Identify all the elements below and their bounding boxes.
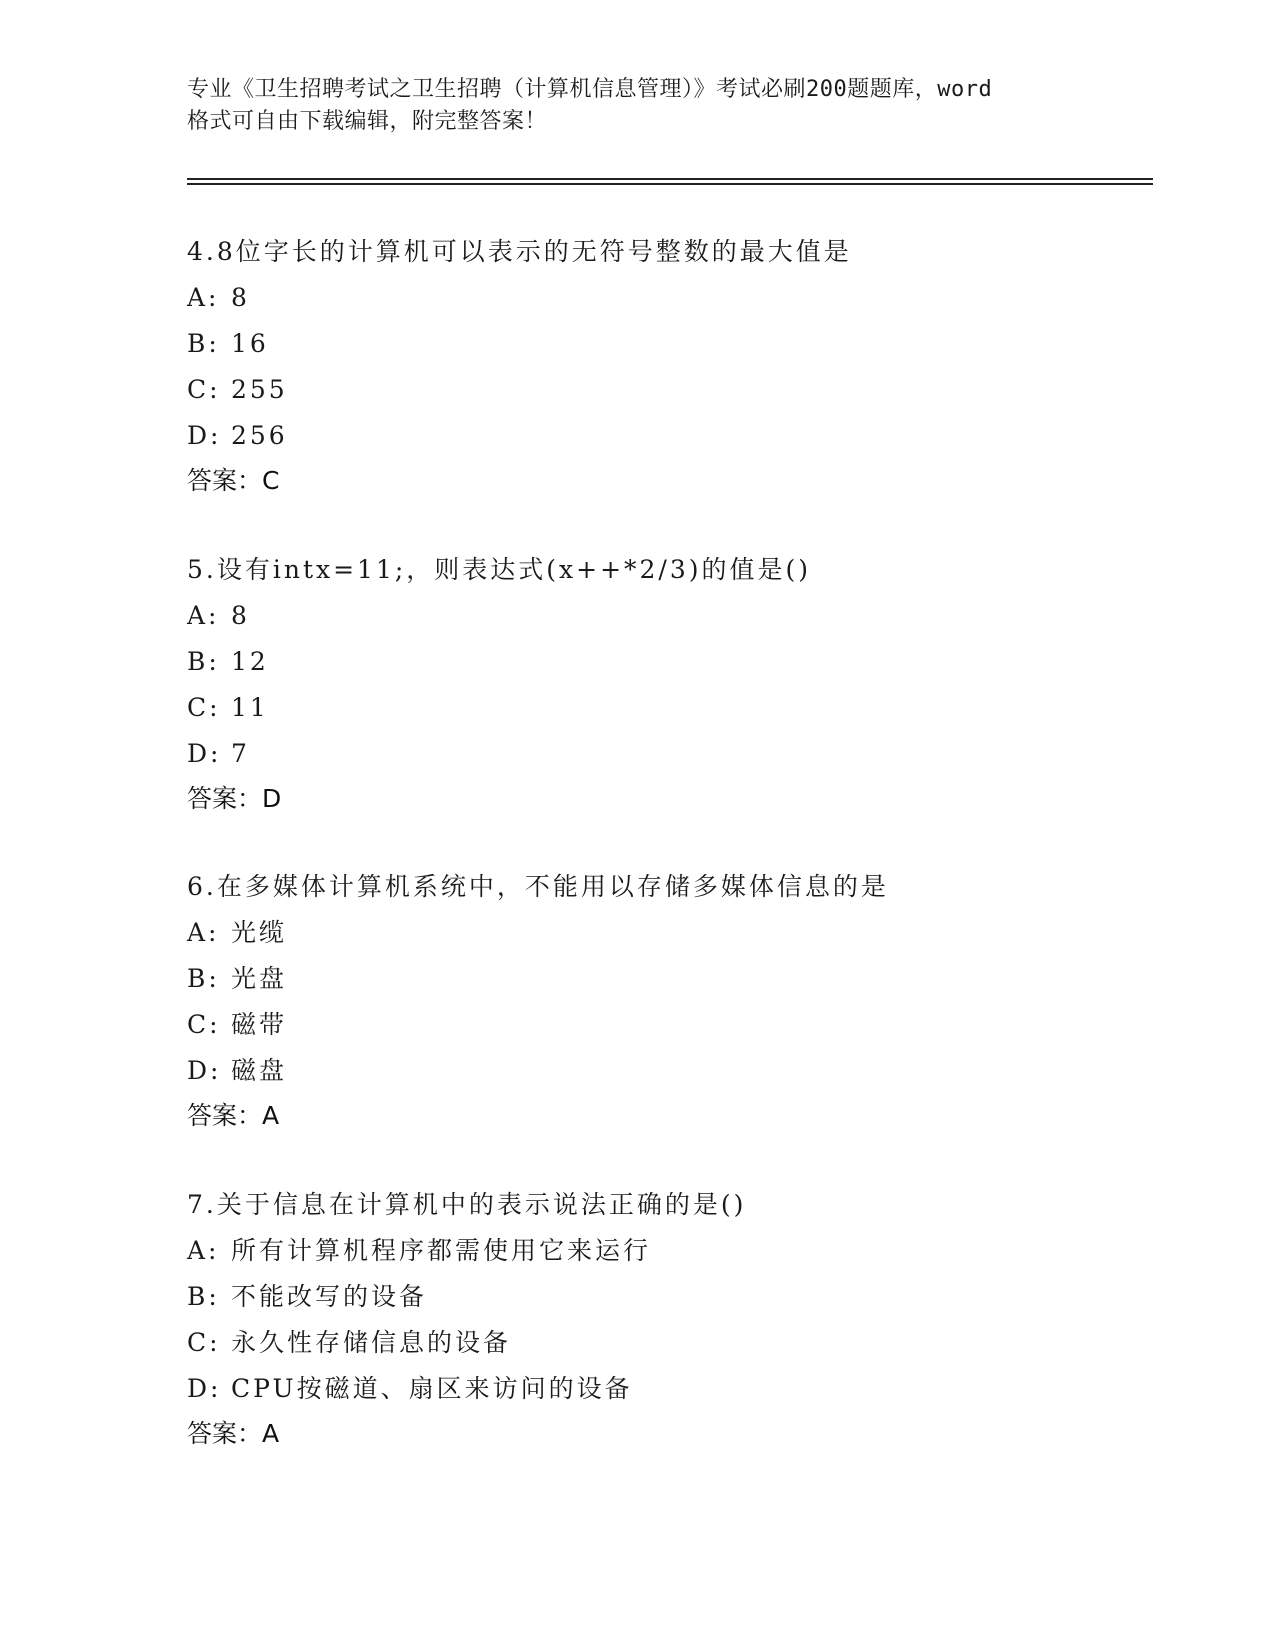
option-a (187, 593, 1147, 639)
option-text: 12 (231, 647, 269, 676)
answer-line: 答案：A (187, 1419, 280, 1448)
option-b (187, 639, 1147, 685)
question-5 (187, 547, 1147, 821)
option-text: 8 (231, 283, 250, 312)
option-letter: B: (187, 329, 220, 358)
option-text: 8 (231, 601, 250, 630)
question-6 (187, 864, 1147, 1138)
header-line-2: 格式可自由下载编辑，附完整答案！ (187, 109, 548, 134)
option-text: 16 (231, 329, 269, 358)
answer-line: 答案：D (187, 784, 282, 813)
question-stem: 7.关于信息在计算机中的表示说法正确的是() (187, 1190, 747, 1219)
option-letter: A: (187, 1236, 220, 1265)
option-text: 7 (231, 739, 250, 768)
option-letter: C: (187, 693, 221, 722)
option-a (187, 1228, 1147, 1274)
option-text: 不能改写的设备 (231, 1282, 428, 1311)
option-c (187, 367, 1147, 413)
option-text: 255 (231, 375, 288, 404)
header-line-1: 专业《卫生招聘考试之卫生招聘（计算机信息管理）》考试必刷200题题库，word (187, 77, 993, 102)
option-letter: D: (187, 1056, 222, 1085)
option-letter: D: (187, 739, 222, 768)
header-divider-top (187, 178, 1153, 180)
question-4 (187, 229, 1147, 503)
option-letter: B: (187, 964, 220, 993)
option-b (187, 956, 1147, 1002)
option-a (187, 275, 1147, 321)
option-text: 永久性存储信息的设备 (231, 1328, 512, 1357)
option-letter: B: (187, 1282, 220, 1311)
option-letter: A: (187, 283, 220, 312)
option-letter: A: (187, 601, 220, 630)
option-text: 光盘 (231, 964, 288, 993)
option-letter: C: (187, 375, 221, 404)
option-c (187, 685, 1147, 731)
option-text: 256 (231, 421, 288, 450)
option-letter: C: (187, 1010, 221, 1039)
option-d (187, 413, 1147, 459)
option-b (187, 321, 1147, 367)
answer-line: 答案：C (187, 466, 280, 495)
option-b (187, 1274, 1147, 1320)
option-d (187, 1366, 1147, 1412)
answer-line: 答案：A (187, 1101, 280, 1130)
option-text: 磁盘 (231, 1056, 288, 1085)
option-text: 所有计算机程序都需使用它来运行 (231, 1236, 652, 1265)
option-c (187, 1320, 1147, 1366)
option-text: 11 (231, 693, 269, 722)
option-letter: D: (187, 1374, 222, 1403)
option-a (187, 910, 1147, 956)
question-7 (187, 1182, 1147, 1456)
option-c (187, 1002, 1147, 1048)
option-d (187, 731, 1147, 777)
option-letter: A: (187, 918, 220, 947)
option-letter: D: (187, 421, 222, 450)
question-stem: 4.8位字长的计算机可以表示的无符号整数的最大值是 (187, 237, 852, 266)
option-text: 磁带 (231, 1010, 288, 1039)
question-stem: 6.在多媒体计算机系统中，不能用以存储多媒体信息的是 (187, 872, 889, 901)
option-text: 光缆 (231, 918, 288, 947)
header-divider-bottom (187, 183, 1153, 185)
option-text: CPU按磁道、扇区来访问的设备 (231, 1374, 633, 1403)
document-header (187, 74, 1087, 138)
question-stem: 5.设有intx=11;，则表达式(x++*2/3)的值是() (187, 555, 812, 584)
option-d (187, 1048, 1147, 1094)
option-letter: C: (187, 1328, 221, 1357)
option-letter: B: (187, 647, 220, 676)
